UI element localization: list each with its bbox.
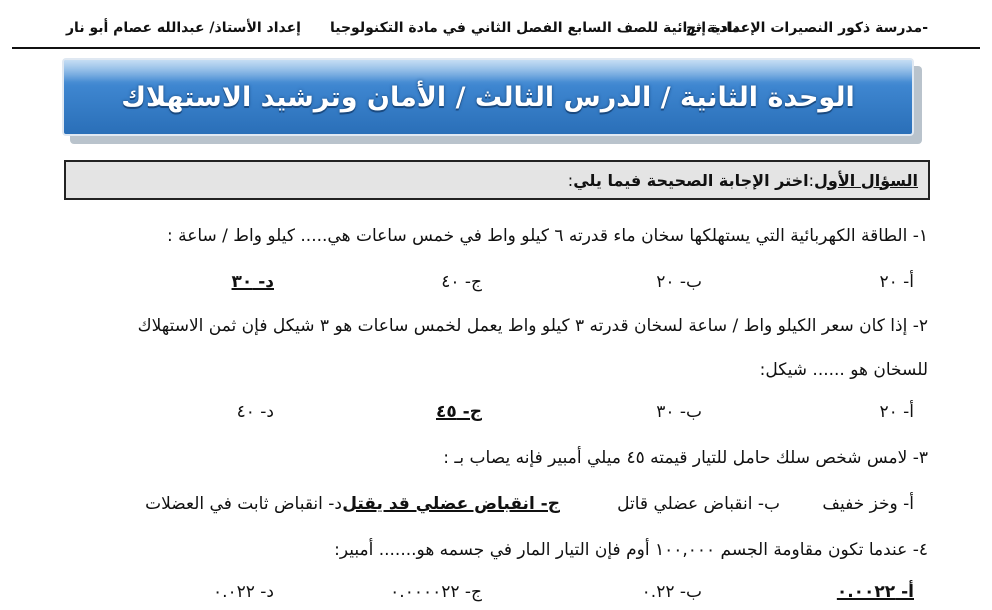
q2-option-a: أ- ٢٠ (879, 402, 914, 422)
question-suffix: : (567, 170, 574, 190)
question-1-text: ١- الطاقة الكهربائية التي يستهلكها سخان ماء قدرته ٦ كيلو واط في خمس ساعات هي..... كيلو واط / ساعة : (166, 226, 928, 246)
q1-option-b: ب- ٢٠ (656, 272, 702, 292)
subject-line: مادة إثرائية للصف السابع الفصل الثاني في مادة التكنولوجيا (330, 20, 741, 36)
page-header (0, 18, 992, 46)
question-instruction: اختر الإجابة الصحيحة فيما يلي (573, 170, 809, 190)
question-3-text: ٣- لامس شخص سلك حامل للتيار قيمته ٤٥ ميلي أمبير فإنه يصاب بـ : (443, 448, 928, 468)
question-4-text: ٤- عندما تكون مقاومة الجسم ١٠٠,٠٠٠ أوم فإن التيار المار في جسمه هو....... أمبير: (334, 540, 928, 560)
q4-option-a: أ- ٠.٠٠٢٢ (836, 582, 914, 602)
banner-gloss (64, 60, 912, 82)
school-name: مدرسة ذكور النصيرات الإعدادية -ج- (686, 20, 928, 36)
q4-option-c: ج- ٠.٠٠٠٠٢٢ (390, 582, 482, 602)
q3-option-c: ج- انقباض عضلي قد يقتل (342, 494, 560, 514)
q1-option-a: أ- ٢٠ (879, 272, 914, 292)
q2-option-b: ب- ٣٠ (656, 402, 702, 422)
question-separator: : (808, 170, 815, 190)
q4-option-b: ب- ٠.٢٢ (641, 582, 702, 602)
question-2-text-cont: للسخان هو ...... شيكل: (759, 360, 928, 380)
q3-option-d: د- انقباض ثابت في العضلات (145, 494, 342, 514)
lesson-banner (62, 58, 914, 136)
q3-option-a: أ- وخز خفيف (822, 494, 914, 514)
q1-option-d: د- ٣٠ (231, 272, 274, 292)
lesson-title: الوحدة الثانية / الدرس الثالث / الأمان وترشيد الاستهلاك (121, 81, 855, 113)
q2-option-c: ج- ٤٥ (436, 402, 482, 422)
q2-option-d: د- ٤٠ (236, 402, 274, 422)
q4-option-d: د- ٠.٠٢٢ (212, 582, 274, 602)
q1-option-c: ج- ٤٠ (441, 272, 482, 292)
question-2-text: ٢- إذا كان سعر الكيلو واط / ساعة لسخان قدرته ٣ كيلو واط يعمل لخمس ساعات هو ٣ شيكل فإن ثمن الاستهلاك (137, 316, 928, 336)
question-label: السؤال الأول (814, 170, 918, 190)
author-line: إعداد الأستاذ/ عبدالله عصام أبو نار (66, 20, 301, 36)
question-heading-box (64, 160, 930, 200)
q3-option-b: ب- انقباض عضلي قاتل (617, 494, 780, 514)
header-divider (12, 47, 980, 49)
